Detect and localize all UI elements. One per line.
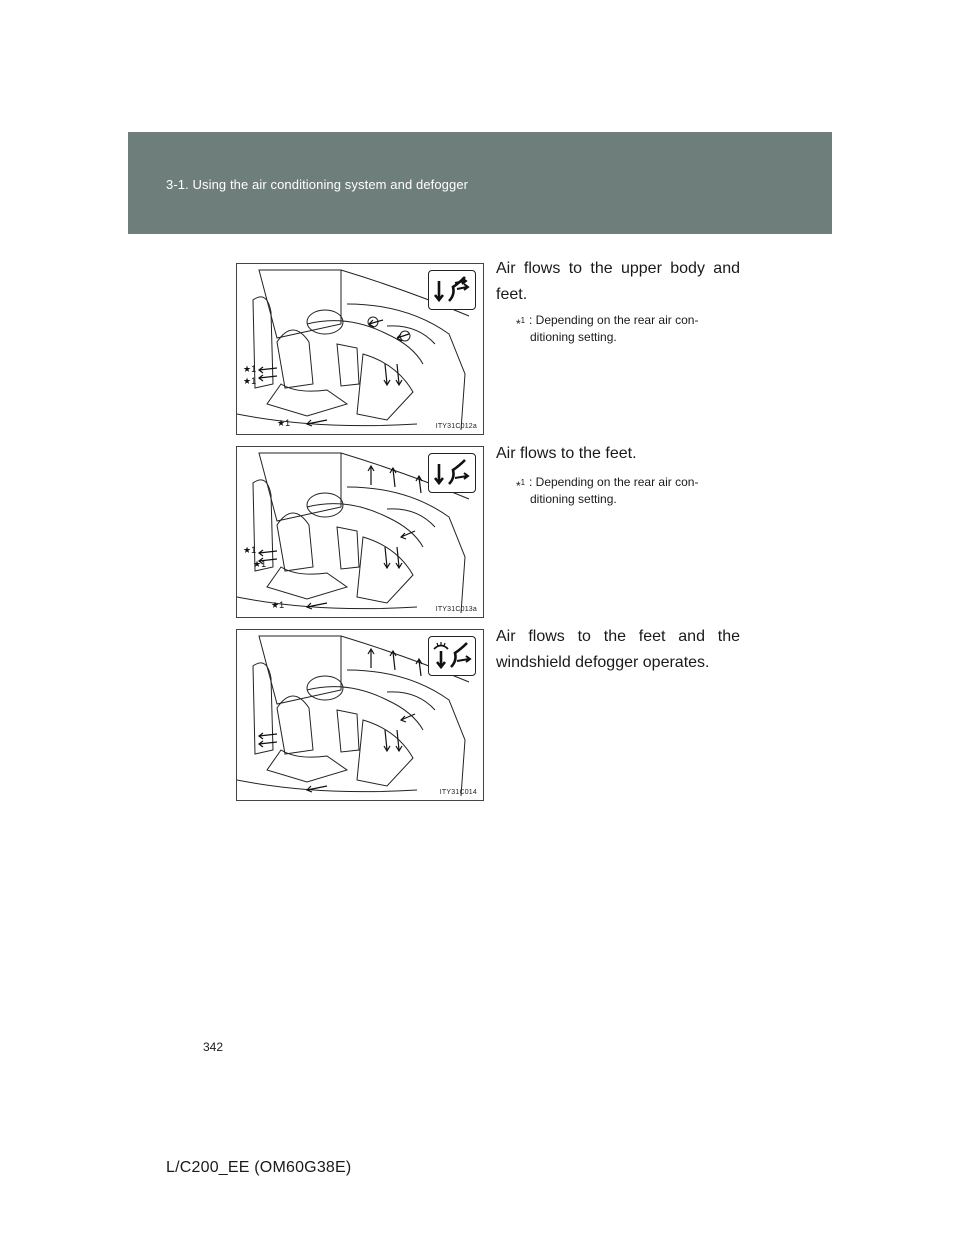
figure-code: ITY31C014 (439, 789, 477, 796)
feet-airflow-icon (428, 453, 476, 493)
footnote-text: : Depending on the rear air con-ditioning setting. (529, 313, 699, 344)
star-label: ★1 (243, 376, 257, 386)
star-label: ★1 (253, 559, 267, 569)
star-label: ★1 (243, 545, 257, 555)
star-label: ★1 (277, 418, 291, 428)
footnote-mark: *$^1$ (516, 478, 526, 493)
feet-and-defogger-airflow-icon (428, 636, 476, 676)
footnote (516, 312, 742, 346)
figure-upper-body-feet (236, 263, 484, 435)
footnote (516, 474, 742, 508)
section-title: 3-1. Using the air conditioning system and defogger (166, 177, 469, 192)
star-label: ★1 (243, 364, 257, 374)
mode-description: Air flows to the feet and the windshield defogger operates. (496, 628, 740, 671)
star-label: ★1 (271, 600, 285, 610)
mode-description: Air flows to the feet. (496, 445, 637, 462)
figure-feet-defogger (236, 629, 484, 801)
figure-code: ITY31C012a (435, 423, 477, 430)
figure-code: ITY31C013a (435, 606, 477, 613)
figure-feet (236, 446, 484, 618)
mode-description: Air flows to the upper body and feet. (496, 260, 740, 303)
model-code: L/C200_EE (OM60G38E) (166, 1159, 352, 1176)
face-and-feet-airflow-icon (428, 270, 476, 310)
footnote-mark: *$^1$ (516, 316, 526, 331)
page-number: 342 (203, 1040, 224, 1054)
footnote-text: : Depending on the rear air con-ditioning setting. (529, 475, 699, 506)
